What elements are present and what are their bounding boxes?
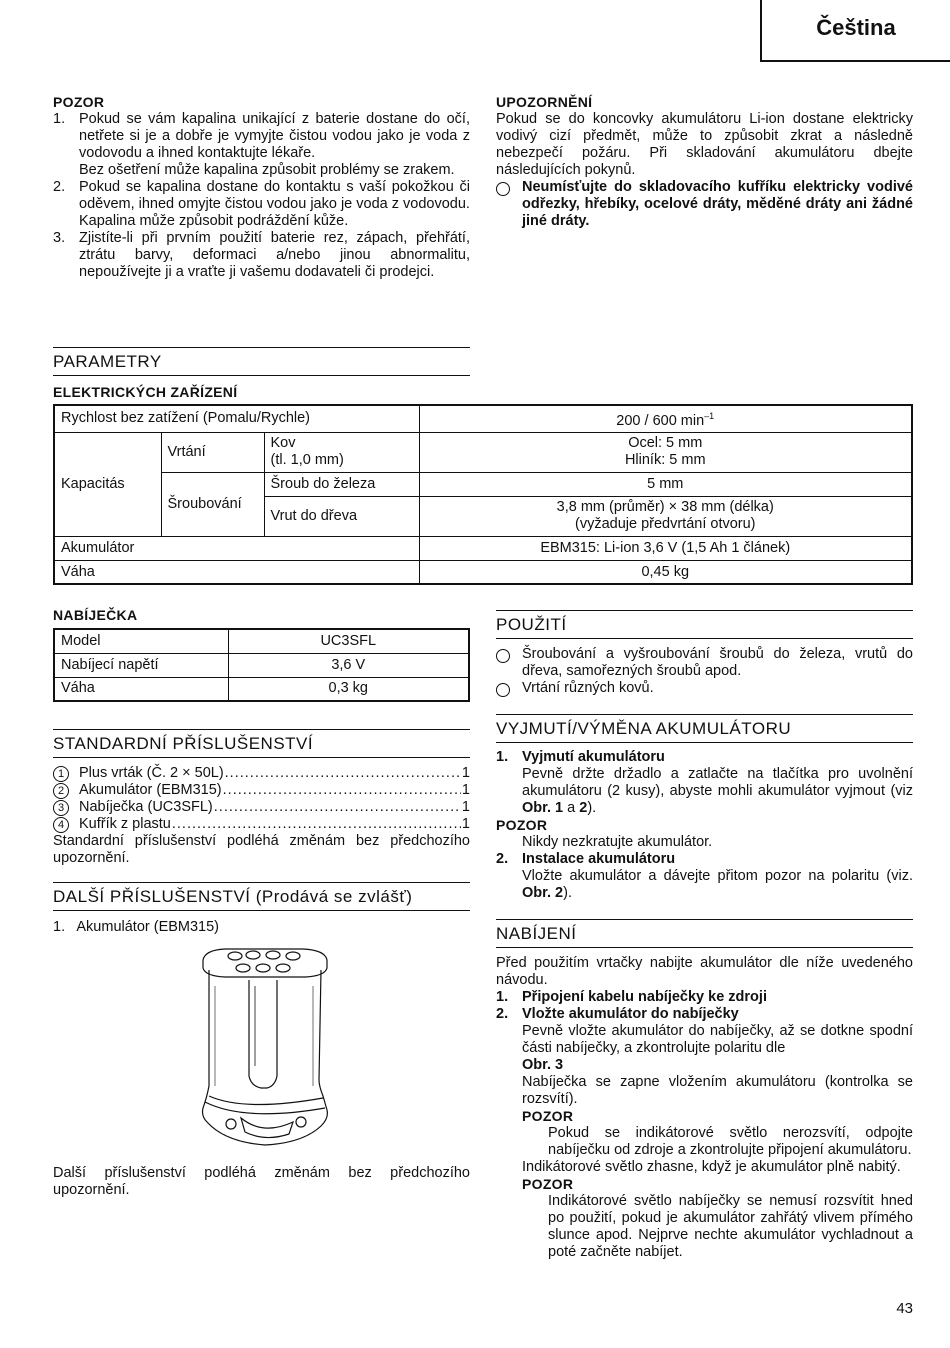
dalsi-item: 1. Akumulátor (EBM315) (53, 919, 220, 935)
battery-icon (185, 946, 345, 1152)
kapacitas-label: Kapacitás (54, 432, 161, 536)
accessory-label: Nabíječka (UC3SFL) (79, 799, 213, 815)
page-number: 43 (896, 1300, 913, 1317)
vaha-label: Váha (54, 560, 419, 584)
nabijeni-section (496, 955, 913, 1261)
vyjmuti-step-2-text: Vložte akumulátor a dávejte přitom pozor na polaritu (viz. Obr. 2). (522, 868, 913, 901)
pozor-item-2 (53, 179, 470, 230)
accessory-item (53, 765, 470, 782)
parametry-heading: PARAMETRY (53, 347, 470, 376)
accessory-qty: 1 (461, 782, 470, 798)
language-tab (760, 0, 950, 62)
charger-row-label: Model (54, 629, 228, 653)
bullet-text: Šroubování a vyšroubování šroubů do železa, vrutů do dřeva, samořezných šroubů apod. (522, 646, 913, 679)
akumulator-label: Akumulátor (54, 536, 419, 560)
kov-label: Kov (tl. 1,0 mm) (264, 432, 419, 472)
vrtani-label: Vrtání (161, 432, 264, 472)
leader-dots (223, 782, 461, 799)
dalsi-note: Další příslušenství podléhá změnám bez předchozího upozornění. (53, 1165, 470, 1198)
charger-row-value: 0,3 kg (228, 677, 469, 701)
speed-value: 200 / 600 $\min^{-1}$ (419, 405, 912, 432)
nabijeni-pozor-2: POZOR (522, 1176, 574, 1192)
nabijecka-title: NABÍJEČKA (53, 607, 138, 623)
kov-value: Ocel: 5 mm Hliník: 5 mm (419, 432, 912, 472)
accessory-item (53, 782, 470, 799)
nabijeni-step-2-figure: Obr. 3 (522, 1057, 564, 1073)
item-number: 3. (53, 230, 66, 246)
vyjmuti-pozor-text: Nikdy nezkratujte akumulátor. (522, 834, 713, 850)
number-circle-icon: 2 (53, 783, 69, 799)
parametry-table (53, 404, 913, 585)
number-circle-icon: 4 (53, 817, 69, 833)
pouziti-list (496, 646, 913, 697)
pozor-section (53, 94, 470, 281)
accessory-label: Kufřík z plastu (79, 816, 171, 832)
nabijeni-step-2-text: Pevně vložte akumulátor do nabíječky, až se dotkne spodní části nabíječky, a zkontrolujte polaritu dle (522, 1023, 913, 1056)
charger-row-value: 3,6 V (228, 653, 469, 677)
standard-note: Standardní příslušenství podléhá změnám bez předchozího upozornění. (53, 833, 470, 866)
accessory-label: Akumulátor (EBM315) (79, 782, 222, 798)
accessory-qty: 1 (461, 816, 470, 832)
upozorneni-section (496, 94, 913, 230)
pozor-item-1 (53, 111, 470, 179)
vyjmuti-section (496, 749, 913, 902)
vaha-value: 0,45 kg (419, 560, 912, 584)
accessory-item (53, 799, 470, 816)
standard-heading: STANDARDNÍ PŘÍSLUŠENSTVÍ (53, 729, 470, 758)
pozor-item-3 (53, 230, 470, 281)
nabijeni-pozor-2-text: Indikátorové světlo nabíječky se nemusí rozsvítit hned po použití, pokud je akumulátor zahřátý vlivem přímého slunce apod. Nejprve nechte akumulátor vychladnout a poté začněte nabíjet. (548, 1193, 913, 1260)
vrut-value: 3,8 mm (průměr) × 38 mm (délka) (vyžaduje předvrtání otvoru) (419, 496, 912, 536)
parametry-subtitle: ELEKTRICKÝCH ZAŘÍZENÍ (53, 384, 238, 400)
sroubovani-label: Šroubování (161, 472, 264, 536)
nabijeni-pozor-1: POZOR (522, 1108, 574, 1124)
item-extra: Kapalina může způsobit podráždění kůže. (79, 213, 349, 229)
number-circle-icon: 3 (53, 800, 69, 816)
nabijecka-table (53, 628, 470, 702)
accessory-label: Plus vrták (Č. 2 × 50L) (79, 765, 224, 781)
accessory-qty: 1 (461, 765, 470, 781)
item-text: Pokud se kapalina dostane do kontaktu s vaší pokožkou či oděvem, ihned omyjte čistou vodou jako je voda z vodovodu. (79, 179, 470, 212)
leader-dots (225, 765, 461, 782)
battery-illustration (185, 946, 345, 1152)
sroub-label: Šroub do železa (264, 472, 419, 496)
speed-label: Rychlost bez zatížení (Pomalu/Rychle) (54, 405, 419, 432)
pouziti-item (496, 646, 913, 680)
vyjmuti-pozor: POZOR (496, 817, 548, 833)
accessory-qty: 1 (461, 799, 470, 815)
bullet-text: Neumísťujte do skladovacího kufříku elektricky vodivé odřezky, hřebíky, ocelové dráty, měděné dráty ani žádné jiné dráty. (522, 179, 913, 229)
nabijeni-step-2-text2: Nabíječka se zapne vložením akumulátoru (kontrolka se rozsvítí). (522, 1074, 913, 1107)
bullet-circle-icon (496, 649, 510, 663)
item-number: 1. (53, 111, 66, 127)
vyjmuti-heading: VYJMUTÍ/VÝMĚNA AKUMULÁTORU (496, 714, 913, 743)
language-label: Čeština (816, 15, 896, 40)
charger-row-label: Nabíjecí napětí (54, 653, 228, 677)
vyjmuti-step-2-title: 2. Instalace akumulátoru (496, 851, 676, 867)
vrut-label: Vrut do dřeva (264, 496, 419, 536)
standard-list (53, 765, 470, 867)
charger-row-value: UC3SFL (228, 629, 469, 653)
bullet-text: Vrtání různých kovů. (522, 680, 654, 696)
item-text: Pokud se vám kapalina unikající z baterie dostane do očí, netřete si je a dobře je vymyjte čistou vodou jako je voda z vodovodu a ihned kontaktujte lékaře. (79, 111, 470, 161)
bullet-circle-icon (496, 182, 510, 196)
dalsi-heading: DALŠÍ PŘÍSLUŠENSTVÍ (Prodává se zvlášť) (53, 882, 470, 911)
item-extra: Bez ošetření může kapalina způsobit problémy se zrakem. (79, 162, 455, 178)
sroub-value: 5 mm (419, 472, 912, 496)
nabijeni-intro: Před použitím vrtačky nabijte akumulátor dle níže uvedeného návodu. (496, 955, 913, 988)
upozorneni-title: UPOZORNĚNÍ (496, 94, 593, 110)
pozor-title: POZOR (53, 94, 105, 110)
nabijeni-text-3: Indikátorové světlo zhasne, když je akumulátor plně nabitý. (522, 1159, 901, 1175)
leader-dots (214, 799, 461, 816)
vyjmuti-step-1-text: Pevně držte držadlo a zatlačte na tlačítka pro uvolnění akumulátoru (2 kusy), abyste mohli akumulátor vyjmout (viz Obr. 1 a 2). (522, 766, 913, 816)
number-circle-icon: 1 (53, 766, 69, 782)
pouziti-heading: POUŽITÍ (496, 610, 913, 639)
akumulator-value: EBM315: Li-ion 3,6 V (1,5 Ah 1 článek) (419, 536, 912, 560)
accessory-item (53, 816, 470, 833)
item-number: 2. (53, 179, 66, 195)
nabijeni-step-1-title: 1. Připojení kabelu nabíječky ke zdroji (496, 989, 767, 1005)
nabijeni-pozor-1-text: Pokud se indikátorové světlo nerozsvítí, odpojte nabíječku od zdroje a zkontrolujte připojení akumulátoru. (548, 1125, 913, 1158)
upozorneni-bullet (496, 179, 913, 230)
nabijeni-step-2-title: 2. Vložte akumulátor do nabíječky (496, 1006, 739, 1022)
pouziti-item (496, 680, 913, 697)
nabijeni-heading: NABÍJENÍ (496, 919, 913, 948)
item-text: Zjistíte-li při prvním použití baterie rez, zápach, přehřátí, ztrátu barvy, deformaci a/nebo jinou abnormalitu, nepoužívejte ji a vraťte ji vašemu dodavateli či prodejci. (79, 230, 470, 280)
bullet-circle-icon (496, 683, 510, 697)
vyjmuti-step-1-title: 1. Vyjmutí akumulátoru (496, 749, 665, 765)
upozorneni-text: Pokud se do koncovky akumulátoru Li-ion dostane elektricky vodivý cizí předmět, může to způsobit zkrat a následně nebezpečí požáru. Při skladování akumulátoru dbejte následujících pokynů. (496, 111, 913, 178)
charger-row-label: Váha (54, 677, 228, 701)
leader-dots (172, 816, 461, 833)
